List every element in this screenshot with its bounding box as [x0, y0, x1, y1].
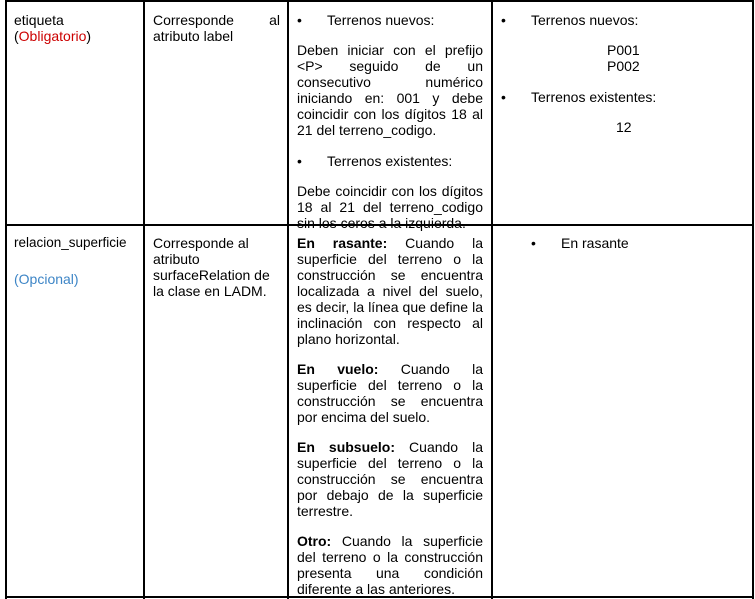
- column-divider-1: [143, 0, 145, 599]
- column-divider-3: [491, 0, 493, 599]
- example-value: P001: [607, 42, 640, 58]
- example-value: 12: [616, 119, 632, 135]
- examples-cell-relacion-superficie: [531, 235, 746, 251]
- attribute-cell-relacion-superficie: [14, 235, 139, 287]
- table-border-top: [5, 0, 754, 2]
- attribute-name: etiqueta: [14, 12, 64, 28]
- examples-cell-etiqueta: [501, 12, 746, 135]
- rule-heading: • Terrenos existentes:: [297, 153, 453, 169]
- rule-text: Debe coincidir con los dígitos 18 al 21 del terreno_codigo sin los ceros a la izquierda.: [297, 183, 483, 231]
- example-heading: • Terrenos nuevos:: [501, 12, 639, 28]
- example-value: P002: [607, 58, 640, 74]
- description-word: al: [269, 12, 280, 28]
- attribute-name: relacion_superficie: [14, 235, 127, 250]
- rule-term: Otro:: [297, 533, 332, 549]
- bullet-icon: •: [297, 153, 302, 169]
- description-text: Corresponde al atributo surfaceRelation de la clase en LADM.: [153, 235, 270, 299]
- rules-cell-etiqueta: [297, 12, 483, 231]
- bullet-icon: •: [531, 235, 536, 251]
- requirement-label: (Opcional): [14, 271, 79, 287]
- rules-cell-relacion-superficie: [297, 235, 483, 597]
- example-heading: • En rasante: [531, 235, 629, 251]
- column-divider-2: [287, 0, 289, 599]
- rule-text: En vuelo: Cuando la superficie del terreno o la construcción se encuentra por encima del suelo.: [297, 361, 483, 425]
- attribute-cell-etiqueta: [14, 12, 139, 44]
- rule-text: Otro: Cuando la superficie del terreno o la construcción presenta una condición diferente a las anteriores.: [297, 533, 483, 597]
- rule-text: En rasante: Cuando la superficie del terreno o la construcción se encuentra localizada a nivel del suelo, es decir, la línea que define la inclinación con respecto al plano horizontal.: [297, 235, 484, 347]
- rule-heading: • Terrenos nuevos:: [297, 12, 435, 28]
- rule-term: En rasante:: [297, 235, 388, 251]
- table-border-left: [5, 0, 7, 599]
- table-border-right: [752, 0, 754, 599]
- description-word: Corresponde: [153, 12, 234, 28]
- rule-text: Deben iniciar con el prefijo <P> seguido de un consecutivo numérico iniciando en: 001 y debe coincidir con los dígitos 18 al 21 del terreno_codigo.: [297, 42, 483, 138]
- bullet-icon: •: [501, 89, 506, 105]
- requirement-label: (Obligatorio): [14, 28, 92, 44]
- bullet-icon: •: [297, 12, 302, 28]
- rule-text: En subsuelo: Cuando la superficie del terreno o la construcción se encuentra por debajo de la superficie terrestre.: [297, 439, 483, 519]
- rule-term: En subsuelo:: [297, 439, 396, 455]
- description-cell-etiqueta: [153, 12, 280, 44]
- bullet-icon: •: [501, 12, 506, 28]
- example-heading: • Terrenos existentes:: [501, 89, 657, 105]
- rule-term: En vuelo:: [297, 361, 379, 377]
- description-text: atributo label: [153, 28, 234, 44]
- description-cell-relacion-superficie: [153, 235, 283, 299]
